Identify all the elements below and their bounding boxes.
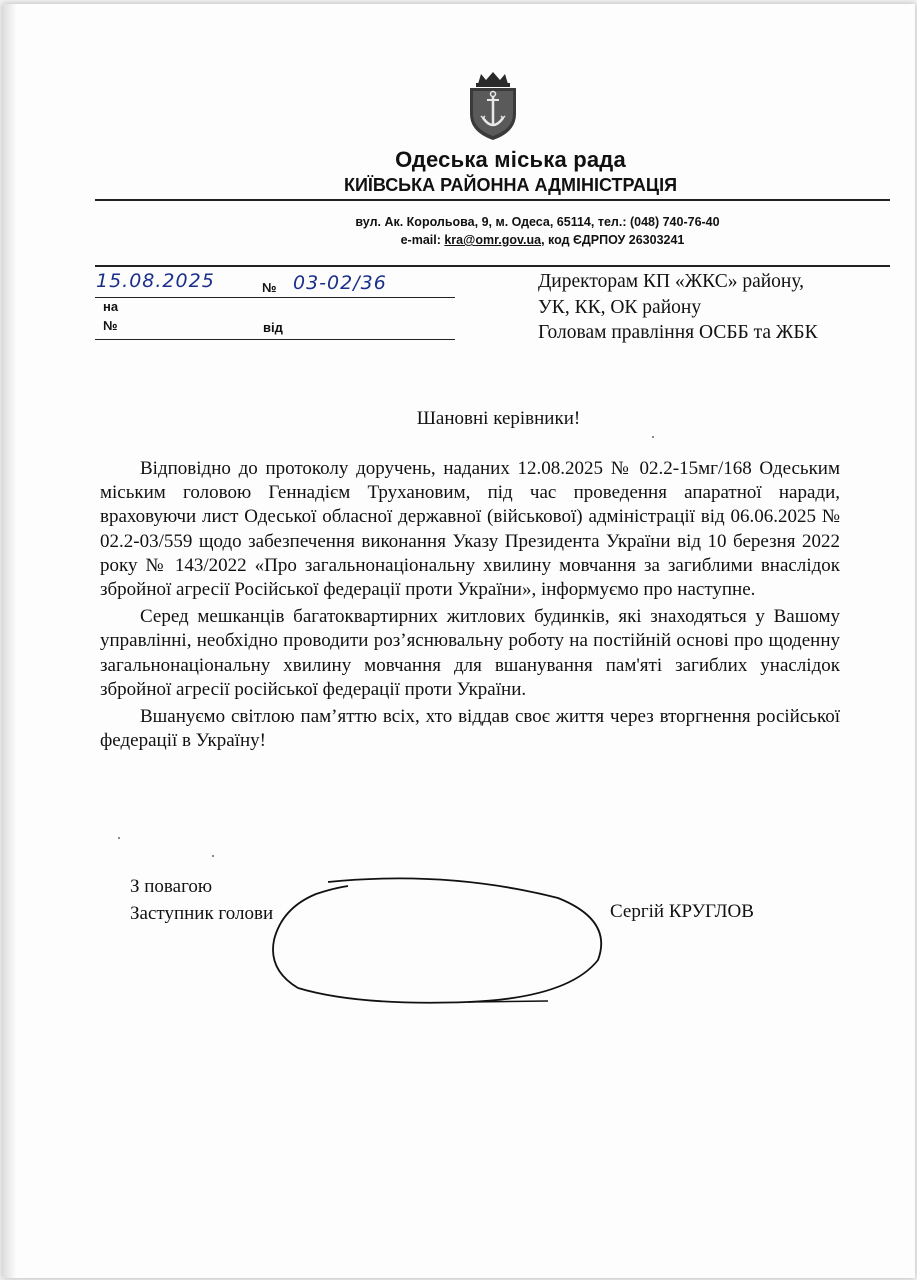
body-paragraph: Серед мешканців багатоквартирних житлових будинків, які знаходяться у Вашому управлінні, необхідно проводити роз’яснювальну роботу на постійній основі про щоденну загальнонаціональну хвилину мовчання для вшанування пам'яті загиблих унаслідок збройної агресії російської федерації проти України.	[100, 606, 840, 700]
email-link[interactable]: kra@omr.gov.ua	[444, 233, 542, 247]
body-paragraph: Відповідно до протоколу доручень, наданих 12.08.2025 № 02.2-15мг/168 Одеським міським головою Геннадієм Трухановим, під час проведення апаратної наради, враховуючи лист Одеської обласної державної (військової) адміністрації від 06.06.2025 № 02.2-03/559 щодо забезпечення виконання Указу Президента України від 10 березня 2022 року № 143/2022 «Про загальнонаціональну хвилину мовчання за загиблими внаслідок збройної агресії Російської федерації проти України», інформуємо про наступне.	[100, 458, 840, 601]
email-prefix: e-mail:	[400, 233, 445, 247]
organization-name: Одеська міська рада	[395, 147, 626, 172]
paper-speck	[118, 837, 120, 839]
header-divider-top	[95, 199, 890, 201]
number-label: №	[262, 280, 277, 295]
header-divider-bottom	[95, 265, 890, 267]
addressee-line: Головам правління ОСББ та ЖБК	[538, 322, 818, 343]
reply-to-label: на	[103, 299, 119, 314]
signature-scribble	[268, 870, 608, 1010]
reply-number-label: №	[103, 318, 118, 333]
signature-block	[130, 873, 273, 927]
reply-date-label: від	[263, 320, 283, 335]
address-line: вул. Ак. Корольова, 9, м. Одеса, 65114, тел.: (048) 740-76-40	[355, 215, 720, 229]
signer-position: Заступник голови	[130, 903, 274, 924]
registration-line-2	[95, 339, 455, 340]
handwritten-date: 15.08.2025	[96, 270, 215, 292]
body-paragraph: Вшануємо світлою пам’яттю всіх, хто віддав своє життя через вторгнення російської федерації в Україну!	[100, 706, 840, 752]
edrpou-code: , код ЄДРПОУ 26303241	[541, 233, 685, 247]
signer-name: Сергій КРУГЛОВ	[610, 901, 754, 922]
contact-line	[95, 233, 890, 247]
handwritten-number: 03-02/36	[293, 272, 387, 294]
salutation: Шановні керівники!	[416, 408, 581, 429]
paper-speck	[652, 436, 654, 438]
addressee-line: Директорам КП «ЖКС» району,	[538, 271, 805, 292]
addressee-block	[538, 269, 818, 346]
paper-speck	[212, 855, 214, 857]
closing: З повагою	[130, 876, 213, 897]
organization-subtitle: КИЇВСЬКА РАЙОННА АДМІНІСТРАЦІЯ	[343, 175, 678, 195]
odesa-coat-of-arms-icon	[464, 70, 522, 142]
addressee-line: УК, КК, ОК району	[538, 296, 702, 318]
registration-line-1	[95, 297, 455, 298]
letter-body	[100, 457, 840, 756]
